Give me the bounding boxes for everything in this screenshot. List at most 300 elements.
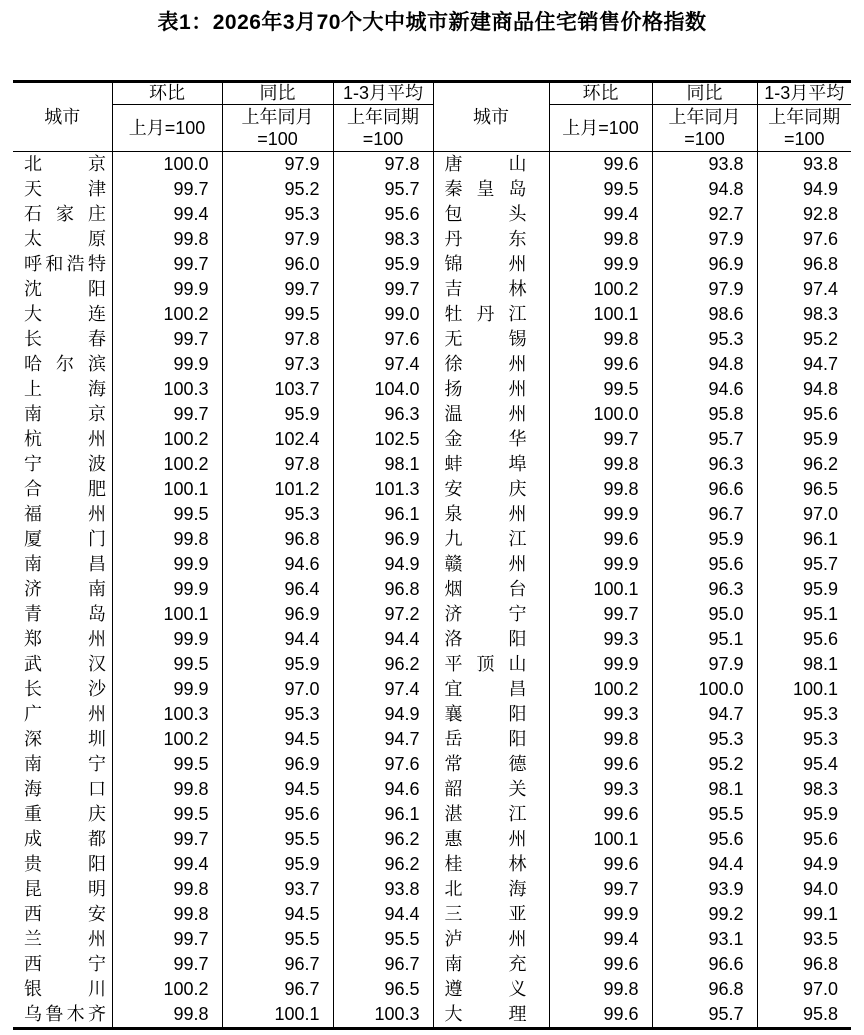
yoy-value-cell: 99.5 xyxy=(222,302,333,327)
city-name: 泉州 xyxy=(444,504,527,524)
table-row xyxy=(13,302,851,327)
yoy-value-cell: 93.8 xyxy=(652,152,757,178)
city-cell xyxy=(13,152,112,178)
yoy-value-cell: 97.9 xyxy=(222,152,333,178)
city-cell xyxy=(13,777,112,802)
avg-value-cell: 94.8 xyxy=(802,379,838,399)
mom-value-cell: 99.9 xyxy=(112,577,222,602)
table-row xyxy=(13,852,851,877)
city-name: 温州 xyxy=(444,404,527,424)
mom-value-cell: 99.3 xyxy=(549,627,652,652)
avg-value-cell: 95.2 xyxy=(802,329,838,349)
avg-value-cell: 94.9 xyxy=(333,702,433,727)
city-cell xyxy=(433,602,549,627)
city-cell xyxy=(433,752,549,777)
mom-value-cell: 99.8 xyxy=(549,227,652,252)
city-name: 济南 xyxy=(24,579,106,599)
yoy-value-cell: 97.9 xyxy=(652,652,757,677)
city-cell xyxy=(13,402,112,427)
yoy-value-cell: 102.4 xyxy=(222,427,333,452)
avg-value-cell: 93.8 xyxy=(333,877,433,902)
city-name: 银川 xyxy=(24,979,106,999)
city-cell xyxy=(433,377,549,402)
yoy-value-cell: 96.3 xyxy=(652,452,757,477)
yoy-value-cell: 96.8 xyxy=(222,527,333,552)
city-name: 石家庄 xyxy=(24,204,106,224)
avg-value-cell: 98.3 xyxy=(802,304,838,324)
city-name: 西安 xyxy=(24,904,106,924)
avg-value-cell: 94.9 xyxy=(802,854,838,874)
table-row xyxy=(13,577,851,602)
avg-value-cell: 97.6 xyxy=(802,229,838,249)
header-row-bases xyxy=(13,105,851,152)
table-row xyxy=(13,527,851,552)
mom-value-cell: 99.9 xyxy=(112,677,222,702)
avg-value-cell: 95.9 xyxy=(802,429,838,449)
city-name: 郑州 xyxy=(24,629,106,649)
mom-value-cell: 99.6 xyxy=(549,952,652,977)
city-cell xyxy=(13,602,112,627)
avg-value-cell: 100.1 xyxy=(792,679,838,699)
yoy-value-cell: 95.5 xyxy=(222,927,333,952)
mom-value-cell: 100.3 xyxy=(112,377,222,402)
yoy-value-cell: 93.9 xyxy=(652,877,757,902)
yoy-value-cell: 100.1 xyxy=(222,1002,333,1029)
city-name: 呼和浩特 xyxy=(24,254,106,274)
city-name: 安庆 xyxy=(444,479,527,499)
city-cell xyxy=(433,202,549,227)
header-avg-base-line2: =100 xyxy=(783,129,825,149)
mom-value-cell: 99.5 xyxy=(549,177,652,202)
table-row xyxy=(13,327,851,352)
city-cell xyxy=(13,1002,112,1029)
city-name: 西宁 xyxy=(24,954,106,974)
mom-value-cell: 99.7 xyxy=(112,927,222,952)
city-cell xyxy=(13,702,112,727)
city-name: 三亚 xyxy=(444,904,527,924)
mom-value-cell: 100.2 xyxy=(112,977,222,1002)
city-name: 唐山 xyxy=(444,154,527,174)
yoy-value-cell: 96.4 xyxy=(222,577,333,602)
yoy-value-cell: 96.9 xyxy=(222,752,333,777)
table-header xyxy=(13,82,851,152)
header-yoy-base-line2: =100 xyxy=(684,129,725,149)
city-cell xyxy=(13,252,112,277)
city-cell xyxy=(13,177,112,202)
city-cell xyxy=(13,427,112,452)
avg-value-cell: 94.4 xyxy=(333,627,433,652)
yoy-value-cell: 95.9 xyxy=(222,652,333,677)
mom-value-cell: 100.2 xyxy=(112,727,222,752)
table-row xyxy=(13,927,851,952)
city-name: 武汉 xyxy=(24,654,106,674)
avg-value-cell: 95.4 xyxy=(802,754,838,774)
yoy-value-cell: 96.7 xyxy=(652,502,757,527)
avg-value-cell: 96.8 xyxy=(802,954,838,974)
table-row xyxy=(13,277,851,302)
city-cell xyxy=(13,627,112,652)
mom-value-cell: 99.7 xyxy=(112,402,222,427)
mom-value-cell: 99.6 xyxy=(549,852,652,877)
yoy-value-cell: 98.1 xyxy=(652,777,757,802)
avg-value-cell: 95.6 xyxy=(802,404,838,424)
mom-value-cell: 100.0 xyxy=(112,152,222,178)
yoy-value-cell: 95.2 xyxy=(222,177,333,202)
city-cell xyxy=(433,827,549,852)
mom-value-cell: 99.8 xyxy=(549,452,652,477)
header-yoy-left: 同比 xyxy=(222,82,333,105)
yoy-value-cell: 99.7 xyxy=(222,277,333,302)
table-row xyxy=(13,777,851,802)
city-name: 蚌埠 xyxy=(444,454,527,474)
avg-value-cell: 96.5 xyxy=(333,977,433,1002)
mom-value-cell: 99.7 xyxy=(112,327,222,352)
city-name: 青岛 xyxy=(24,604,106,624)
avg-value-cell: 94.0 xyxy=(802,879,838,899)
avg-value-cell: 95.6 xyxy=(333,202,433,227)
mom-value-cell: 99.5 xyxy=(112,502,222,527)
yoy-value-cell: 93.7 xyxy=(222,877,333,902)
mom-value-cell: 99.8 xyxy=(112,777,222,802)
mom-value-cell: 99.8 xyxy=(549,727,652,752)
header-avg-right: 1-3月平均 xyxy=(757,82,851,105)
table-row xyxy=(13,227,851,252)
mom-value-cell: 99.4 xyxy=(549,927,652,952)
mom-value-cell: 100.2 xyxy=(549,277,652,302)
city-cell xyxy=(433,327,549,352)
mom-value-cell: 100.2 xyxy=(549,677,652,702)
city-cell xyxy=(13,927,112,952)
header-mom-left: 环比 xyxy=(112,82,222,105)
yoy-value-cell: 95.5 xyxy=(222,827,333,852)
city-cell xyxy=(13,802,112,827)
mom-value-cell: 100.1 xyxy=(549,577,652,602)
city-name: 大理 xyxy=(444,1004,527,1024)
yoy-value-cell: 94.7 xyxy=(652,702,757,727)
mom-value-cell: 99.4 xyxy=(112,852,222,877)
mom-value-cell: 99.3 xyxy=(549,702,652,727)
header-yoy-base-left xyxy=(222,105,333,152)
yoy-value-cell: 95.8 xyxy=(652,402,757,427)
header-yoy-base-line1: 上年同月 xyxy=(241,107,314,127)
yoy-value-cell: 97.9 xyxy=(652,277,757,302)
table-row xyxy=(13,427,851,452)
mom-value-cell: 99.8 xyxy=(549,327,652,352)
city-name: 合肥 xyxy=(24,479,106,499)
city-cell xyxy=(433,227,549,252)
mom-value-cell: 99.7 xyxy=(112,952,222,977)
avg-value-cell: 95.7 xyxy=(802,554,838,574)
avg-value-cell: 95.8 xyxy=(802,1004,838,1024)
city-name: 杭州 xyxy=(24,429,106,449)
city-cell xyxy=(433,677,549,702)
mom-value-cell: 99.7 xyxy=(112,827,222,852)
city-cell xyxy=(13,227,112,252)
city-name: 广州 xyxy=(24,704,106,724)
avg-value-cell: 94.7 xyxy=(802,354,838,374)
city-name: 遵义 xyxy=(444,979,527,999)
mom-value-cell: 100.0 xyxy=(549,402,652,427)
yoy-value-cell: 96.9 xyxy=(222,602,333,627)
city-name: 成都 xyxy=(24,829,106,849)
city-name: 南充 xyxy=(444,954,527,974)
city-name: 上海 xyxy=(24,379,106,399)
yoy-value-cell: 95.2 xyxy=(652,752,757,777)
mom-value-cell: 99.5 xyxy=(112,802,222,827)
yoy-value-cell: 96.3 xyxy=(652,577,757,602)
yoy-value-cell: 94.5 xyxy=(222,902,333,927)
yoy-value-cell: 98.6 xyxy=(652,302,757,327)
city-cell xyxy=(13,552,112,577)
yoy-value-cell: 94.6 xyxy=(652,377,757,402)
city-name: 兰州 xyxy=(24,929,106,949)
yoy-value-cell: 95.9 xyxy=(222,402,333,427)
mom-value-cell: 99.8 xyxy=(112,1002,222,1029)
city-name: 扬州 xyxy=(444,379,527,399)
yoy-value-cell: 103.7 xyxy=(222,377,333,402)
table-row xyxy=(13,902,851,927)
mom-value-cell: 100.1 xyxy=(112,602,222,627)
yoy-value-cell: 95.9 xyxy=(222,852,333,877)
mom-value-cell: 99.7 xyxy=(549,427,652,452)
mom-value-cell: 99.9 xyxy=(549,252,652,277)
yoy-value-cell: 96.0 xyxy=(222,252,333,277)
city-cell xyxy=(433,502,549,527)
avg-value-cell: 95.3 xyxy=(802,704,838,724)
city-cell xyxy=(13,527,112,552)
mom-value-cell: 99.8 xyxy=(112,227,222,252)
yoy-value-cell: 94.5 xyxy=(222,777,333,802)
header-yoy-right: 同比 xyxy=(652,82,757,105)
avg-value-cell: 97.6 xyxy=(333,327,433,352)
header-yoy-base-line1: 上年同月 xyxy=(668,107,741,127)
table-row xyxy=(13,752,851,777)
city-cell xyxy=(433,777,549,802)
avg-value-cell: 97.4 xyxy=(333,352,433,377)
mom-value-cell: 99.8 xyxy=(112,527,222,552)
city-cell xyxy=(13,877,112,902)
yoy-value-cell: 95.5 xyxy=(652,802,757,827)
city-name: 厦门 xyxy=(24,529,106,549)
mom-value-cell: 100.2 xyxy=(112,302,222,327)
city-name: 无锡 xyxy=(444,329,527,349)
city-cell xyxy=(13,677,112,702)
city-name: 烟台 xyxy=(444,579,527,599)
city-cell xyxy=(433,902,549,927)
city-cell xyxy=(433,527,549,552)
city-name: 桂林 xyxy=(444,854,527,874)
avg-value-cell: 94.9 xyxy=(333,552,433,577)
avg-value-cell: 96.5 xyxy=(802,479,838,499)
table-row xyxy=(13,202,851,227)
avg-value-cell: 98.1 xyxy=(802,654,838,674)
page-title: 表1：2026年3月70个大中城市新建商品住宅销售价格指数 xyxy=(157,11,707,34)
city-cell xyxy=(13,202,112,227)
city-name: 锦州 xyxy=(444,254,527,274)
city-cell xyxy=(433,177,549,202)
city-name: 湛江 xyxy=(444,804,527,824)
header-row-groups xyxy=(13,82,851,105)
yoy-value-cell: 95.1 xyxy=(652,627,757,652)
city-cell xyxy=(433,402,549,427)
yoy-value-cell: 94.5 xyxy=(222,727,333,752)
yoy-value-cell: 95.3 xyxy=(222,502,333,527)
avg-value-cell: 95.6 xyxy=(802,829,838,849)
city-cell xyxy=(13,377,112,402)
city-name: 九江 xyxy=(444,529,527,549)
city-cell xyxy=(13,327,112,352)
city-name: 北海 xyxy=(444,879,527,899)
avg-value-cell: 95.3 xyxy=(802,729,838,749)
mom-value-cell: 100.3 xyxy=(112,702,222,727)
city-cell xyxy=(433,352,549,377)
table-row xyxy=(13,602,851,627)
header-city-left: 城市 xyxy=(13,82,112,152)
avg-value-cell: 99.1 xyxy=(802,904,838,924)
yoy-value-cell: 101.2 xyxy=(222,477,333,502)
avg-value-cell: 93.5 xyxy=(802,929,838,949)
table-row xyxy=(13,727,851,752)
avg-value-cell: 97.2 xyxy=(333,602,433,627)
avg-value-cell: 94.4 xyxy=(333,902,433,927)
city-cell xyxy=(13,652,112,677)
mom-value-cell: 100.2 xyxy=(112,427,222,452)
mom-value-cell: 100.1 xyxy=(112,477,222,502)
mom-value-cell: 99.8 xyxy=(549,477,652,502)
city-cell xyxy=(13,452,112,477)
mom-value-cell: 100.1 xyxy=(549,302,652,327)
avg-value-cell: 97.4 xyxy=(333,677,433,702)
city-name: 济宁 xyxy=(444,604,527,624)
table-row xyxy=(13,702,851,727)
table-row xyxy=(13,152,851,178)
header-mom-right: 环比 xyxy=(549,82,652,105)
city-name: 宜昌 xyxy=(444,679,527,699)
yoy-value-cell: 95.6 xyxy=(222,802,333,827)
table-row xyxy=(13,802,851,827)
city-name: 包头 xyxy=(444,204,527,224)
yoy-value-cell: 96.6 xyxy=(652,477,757,502)
avg-value-cell: 95.5 xyxy=(333,927,433,952)
yoy-value-cell: 94.4 xyxy=(222,627,333,652)
avg-value-cell: 97.6 xyxy=(333,752,433,777)
header-avg-base-left xyxy=(333,105,433,152)
yoy-value-cell: 97.3 xyxy=(222,352,333,377)
city-cell xyxy=(433,302,549,327)
table-row xyxy=(13,177,851,202)
city-name: 福州 xyxy=(24,504,106,524)
mom-value-cell: 99.4 xyxy=(549,202,652,227)
city-cell xyxy=(13,277,112,302)
avg-value-cell: 97.0 xyxy=(802,979,838,999)
avg-value-cell: 96.3 xyxy=(333,402,433,427)
city-name: 哈尔滨 xyxy=(24,354,106,374)
avg-value-cell: 101.3 xyxy=(333,477,433,502)
avg-value-cell: 104.0 xyxy=(333,377,433,402)
header-avg-base-line1: 上年同期 xyxy=(347,107,419,127)
avg-value-cell: 95.1 xyxy=(802,604,838,624)
yoy-value-cell: 97.8 xyxy=(222,452,333,477)
city-name: 昆明 xyxy=(24,879,106,899)
mom-value-cell: 99.8 xyxy=(549,977,652,1002)
mom-value-cell: 99.8 xyxy=(112,877,222,902)
city-name: 赣州 xyxy=(444,554,527,574)
table-row xyxy=(13,877,851,902)
city-cell xyxy=(13,952,112,977)
table-row xyxy=(13,402,851,427)
city-cell xyxy=(433,277,549,302)
table-row xyxy=(13,652,851,677)
city-cell xyxy=(433,977,549,1002)
city-name: 平顶山 xyxy=(444,654,527,674)
mom-value-cell: 99.5 xyxy=(549,377,652,402)
city-cell xyxy=(13,502,112,527)
city-cell xyxy=(13,902,112,927)
yoy-value-cell: 96.6 xyxy=(652,952,757,977)
table-row xyxy=(13,627,851,652)
mom-value-cell: 99.6 xyxy=(549,752,652,777)
yoy-value-cell: 96.8 xyxy=(652,977,757,1002)
yoy-value-cell: 92.7 xyxy=(652,202,757,227)
yoy-value-cell: 95.6 xyxy=(652,827,757,852)
mom-value-cell: 99.9 xyxy=(112,352,222,377)
city-cell xyxy=(13,852,112,877)
header-avg-left: 1-3月平均 xyxy=(333,82,433,105)
mom-value-cell: 99.7 xyxy=(549,602,652,627)
city-cell xyxy=(13,977,112,1002)
city-name: 重庆 xyxy=(24,804,106,824)
avg-value-cell: 96.7 xyxy=(333,952,433,977)
table-row xyxy=(13,827,851,852)
table-row xyxy=(13,677,851,702)
mom-value-cell: 99.7 xyxy=(112,177,222,202)
city-cell xyxy=(433,252,549,277)
city-name: 徐州 xyxy=(444,354,527,374)
avg-value-cell: 96.8 xyxy=(333,577,433,602)
city-cell xyxy=(13,477,112,502)
table-row xyxy=(13,452,851,477)
table-row xyxy=(13,352,851,377)
avg-value-cell: 97.4 xyxy=(802,279,838,299)
city-name: 南昌 xyxy=(24,554,106,574)
mom-value-cell: 99.7 xyxy=(549,877,652,902)
city-name: 韶关 xyxy=(444,779,527,799)
yoy-value-cell: 96.7 xyxy=(222,952,333,977)
mom-value-cell: 99.9 xyxy=(112,552,222,577)
table-row xyxy=(13,977,851,1002)
mom-value-cell: 99.6 xyxy=(549,352,652,377)
city-name: 深圳 xyxy=(24,729,106,749)
avg-value-cell: 96.9 xyxy=(333,527,433,552)
city-name: 海口 xyxy=(24,779,106,799)
city-cell xyxy=(13,577,112,602)
city-cell xyxy=(433,1002,549,1029)
avg-value-cell: 102.5 xyxy=(333,427,433,452)
table-body xyxy=(13,152,851,1029)
city-name: 南京 xyxy=(24,404,106,424)
city-name: 乌鲁木齐 xyxy=(24,1004,106,1024)
city-name: 洛阳 xyxy=(444,629,527,649)
city-name: 长春 xyxy=(24,329,106,349)
avg-value-cell: 94.9 xyxy=(802,179,838,199)
mom-value-cell: 99.9 xyxy=(549,902,652,927)
avg-value-cell: 98.3 xyxy=(802,779,838,799)
city-name: 贵阳 xyxy=(24,854,106,874)
yoy-value-cell: 97.9 xyxy=(652,227,757,252)
avg-value-cell: 97.0 xyxy=(802,504,838,524)
avg-value-cell: 97.8 xyxy=(333,152,433,178)
mom-value-cell: 100.2 xyxy=(112,452,222,477)
